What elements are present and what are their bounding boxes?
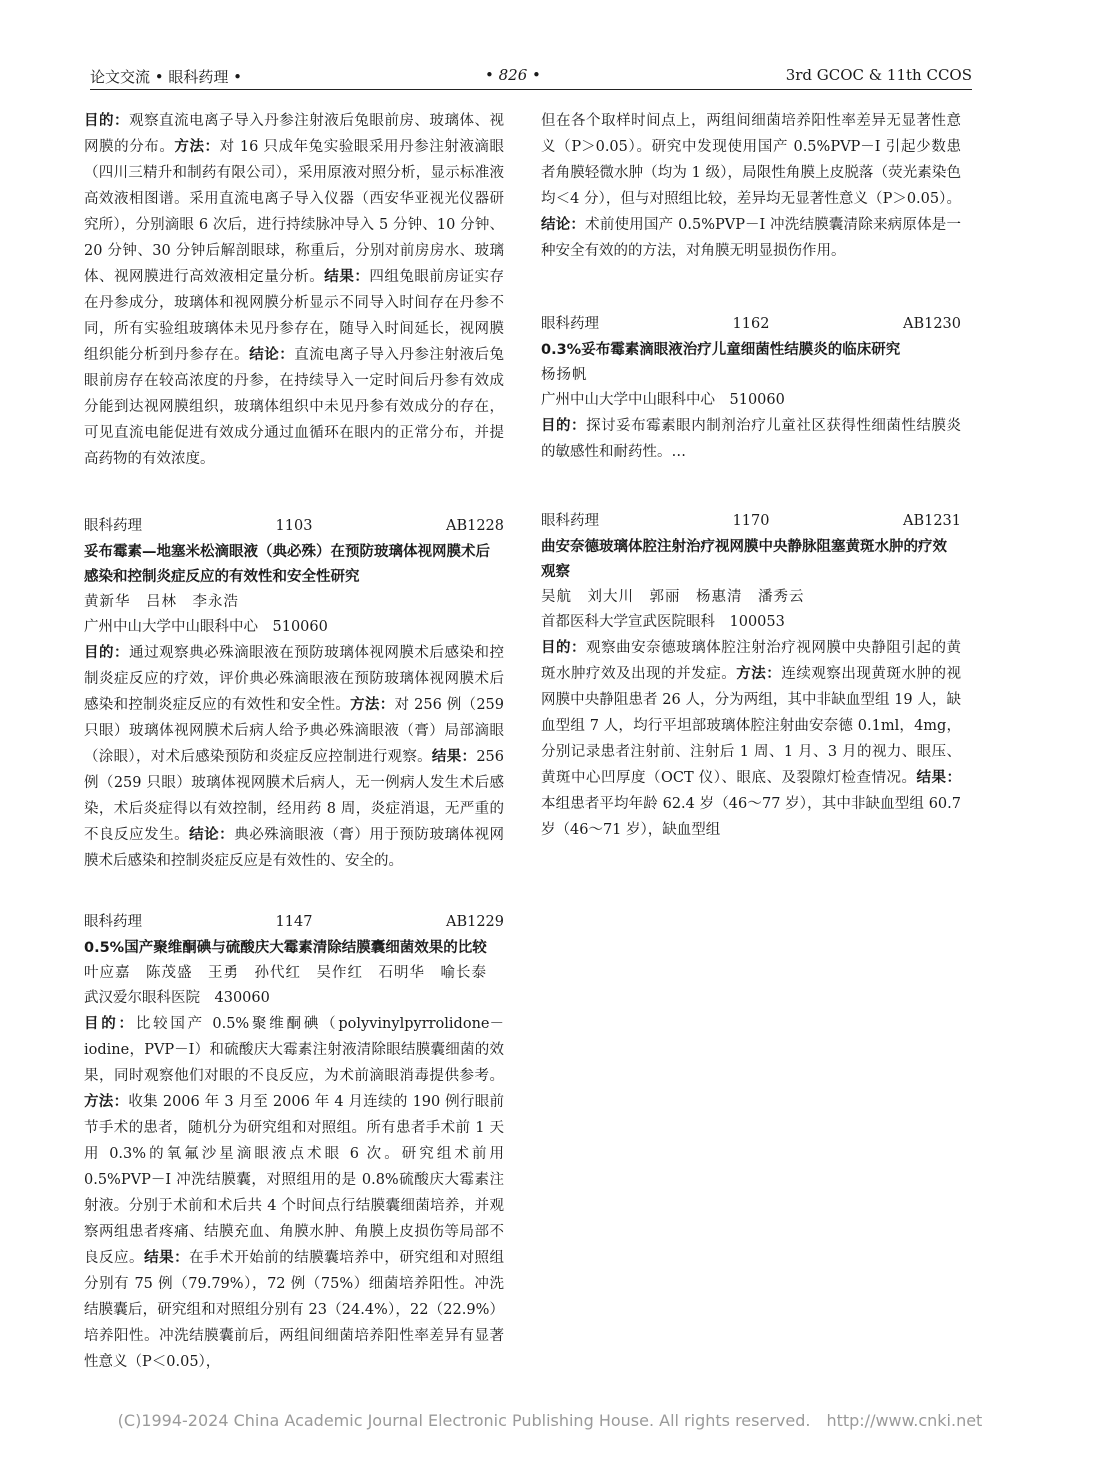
continued-abstract xyxy=(84,108,504,472)
section-keyword: 目的： xyxy=(84,1016,136,1032)
header-conference-label: 3rd GCOC & 11th CCOS xyxy=(785,66,972,84)
abstract-number: 1170 xyxy=(732,513,770,529)
abstract-ab1231 xyxy=(541,509,961,843)
header-rule xyxy=(90,89,972,90)
section-keyword: 结果： xyxy=(144,1250,190,1266)
section-keyword: 目的： xyxy=(541,640,587,656)
abstract-title: 0.3%妥布霉素滴眼液治疗儿童细菌性结膜炎的临床研究 xyxy=(541,342,901,358)
abstract-meta xyxy=(84,910,504,934)
abstract-code: AB1230 xyxy=(902,316,961,332)
running-header xyxy=(90,62,972,90)
header-page-number: • 826 • xyxy=(485,66,541,84)
abstract-code: AB1231 xyxy=(902,513,961,529)
abstract-title: 妥布霉素—地塞米松滴眼液（典必殊）在预防玻璃体视网膜术后感染和控制炎症反应的有效性和安全性研究 xyxy=(84,544,490,585)
abstract-body: 目的：比较国产 0.5%聚维酮碘（polyvinylpyrrolidone－iodine，PVP－I）和硫酸庆大霉素注射液清除眼结膜囊细菌的效果，同时观察他们对眼的不良反应，为术前滴眼消毒提供参考。方法：收集 2006 年 3 月至 2006 年 4 月连续的 190 例行眼前节手术的患者，随机分为研究组和对照组。所有患者手术前 1 天用 0.3%的氧氟沙星滴眼液点术眼 6 次。研究组术前用 0.5%PVP－I 冲洗结膜囊，对照组用的是 0.8%硫酸庆大霉素注射液。分别于术前和术后共 4 个时间点行结膜囊细菌培养，并观察两组患者疼痛、结膜充血、角膜水肿、角膜上皮损伤等局部不良反应。结果：在手术开始前的结膜囊培养中，研究组和对照组分别有 75 例（79.79%），72 例（75%）细菌培养阳性。冲洗结膜囊后，研究组和对照组分别有 23（24.4%），22（22.9%）培养阳性。冲洗结膜囊前后，两组间细菌培养阳性率差异有显著性意义（P＜0.05）， xyxy=(84,1016,505,1370)
abstract-meta xyxy=(84,514,504,538)
abstract-authors: 吴航 刘大川 郭丽 杨惠清 潘秀云 xyxy=(541,589,805,605)
abstract-ab1228 xyxy=(84,514,504,874)
abstract-ab1230 xyxy=(541,312,961,465)
abstract-affiliation: 广州中山大学中山眼科中心 510060 xyxy=(84,619,328,635)
abstract-category: 眼科药理 xyxy=(84,914,142,930)
abstract-body: 但在各个取样时间点上，两组间细菌培养阳性率差异无显著性意义（P＞0.05）。研究中发现使用国产 0.5%PVP－I 引起少数患者角膜轻微水肿（均为 1 级），局限性角膜上皮脱落（荧光素染色均＜4 分），但与对照组比较，差异均无显著性意义（P＞0.05）。结论：术前使用国产 0.5%PVP－I 冲洗结膜囊清除来病原体是一种安全有效的的方法，对角膜无明显损伤作用。 xyxy=(541,113,961,259)
right-column xyxy=(541,108,961,879)
abstract-body: 目的：观察曲安奈德玻璃体腔注射治疗视网膜中央静阻引起的黄斑水肿疗效及出现的并发症。方法：连续观察出现黄斑水肿的视网膜中央静阻患者 26 人，分为两组，其中非缺血型组 19 人，缺血型组 7 人，均行平坦部玻璃体腔注射曲安奈德 0.1ml，4mg，分别记录患者注射前、注射后 1 周、1 月、3 月的视力、眼压、黄斑中心凹厚度（OCT 仪）、眼底、及裂隙灯检查情况。结果：本组患者平均年龄 62.4 岁（46～77 岁），其中非缺血型组 60.7 岁（46～71 岁），缺血型组 xyxy=(541,640,962,838)
abstract-body: 目的：通过观察典必殊滴眼液在预防玻璃体视网膜术后感染和控制炎症反应的疗效，评价典必殊滴眼液在预防玻璃体视网膜术后感染和控制炎症反应的有效性和安全性。方法：对 256 例（259 只眼）玻璃体视网膜术后病人给予典必殊滴眼液（膏）局部滴眼（涂眼），对术后感染预防和炎症反应控制进行观察。结果：256 例（259 只眼）玻璃体视网膜术后病人，无一例病人发生术后感染，术后炎症得以有效控制，经用药 8 周，炎症消退，无严重的不良反应发生。结论：典必殊滴眼液（膏）用于预防玻璃体视网膜术后感染和控制炎症反应是有效性的、安全的。 xyxy=(84,645,505,869)
section-keyword: 目的： xyxy=(84,645,130,661)
section-keyword: 结论： xyxy=(541,217,586,233)
abstract-category: 眼科药理 xyxy=(84,518,142,534)
abstract-title: 0.5%国产聚维酮碘与硫酸庆大霉素清除结膜囊细菌效果的比较 xyxy=(84,940,487,956)
abstract-number: 1147 xyxy=(275,914,313,930)
copyright-footer: (C)1994-2024 China Academic Journal Electronic Publishing House. All rights reserved. http://www.cnki.net xyxy=(117,1411,983,1430)
abstract-code: AB1228 xyxy=(445,518,504,534)
section-keyword: 结果： xyxy=(324,269,370,285)
section-keyword: 方法： xyxy=(174,139,220,155)
abstract-number: 1162 xyxy=(732,316,770,332)
abstract-meta xyxy=(541,312,961,336)
abstract-code: AB1229 xyxy=(445,914,504,930)
header-section-label: 论文交流 • 眼科药理 • xyxy=(90,68,243,86)
abstract-category: 眼科药理 xyxy=(541,316,599,332)
abstract-affiliation: 武汉爱尔眼科医院 430060 xyxy=(84,990,270,1006)
section-keyword: 方法： xyxy=(350,697,395,713)
abstract-body: 目的：探讨妥布霉素眼内制剂治疗儿童社区获得性细菌性结膜炎的敏感性和耐药性。… xyxy=(541,418,962,460)
section-keyword: 目的： xyxy=(84,113,130,129)
abstract-title: 曲安奈德玻璃体腔注射治疗视网膜中央静脉阻塞黄斑水肿的疗效观察 xyxy=(541,539,947,580)
left-column xyxy=(84,108,504,1411)
abstract-affiliation: 广州中山大学中山眼科中心 510060 xyxy=(541,392,785,408)
section-keyword: 结果： xyxy=(916,770,961,786)
continued-abstract xyxy=(541,108,961,264)
abstract-authors: 叶应嘉 陈茂盛 王勇 孙代红 吴作红 石明华 喻长泰 xyxy=(84,965,487,981)
abstract-number: 1103 xyxy=(275,518,313,534)
abstract-meta xyxy=(541,509,961,533)
section-keyword: 方法： xyxy=(736,666,782,682)
abstract-authors: 杨扬帆 xyxy=(541,367,588,383)
section-keyword: 结论： xyxy=(249,347,295,363)
abstract-category: 眼科药理 xyxy=(541,513,599,529)
abstract-ab1229 xyxy=(84,910,504,1375)
abstract-authors: 黄新华 吕林 李永浩 xyxy=(84,594,239,610)
section-keyword: 结果： xyxy=(431,749,477,765)
abstract-affiliation: 首都医科大学宣武医院眼科 100053 xyxy=(541,614,785,630)
section-keyword: 结论： xyxy=(189,827,235,843)
abstract-body: 目的：观察直流电离子导入丹参注射液后兔眼前房、玻璃体、视网膜的分布。方法：对 16 只成年兔实验眼采用丹参注射液滴眼（四川三精升和制药有限公司），采用原液对照分析，显示标准液高效液相图谱。采用直流电离子导入仪器（西安华亚视光仪器研究所），分别滴眼 6 次后，进行持续脉冲导入 5 分钟、10 分钟、20 分钟、30 分钟后解剖眼球，称重后，分别对前房房水、玻璃体、视网膜进行高效液相定量分析。结果：四组兔眼前房证实存在丹参成分，玻璃体和视网膜分析显示不同导入时间存在丹参不同，所有实验组玻璃体未见丹参存在，随导入时间延长，视网膜组织能分析到丹参存在。结论：直流电离子导入丹参注射液后兔眼前房存在较高浓度的丹参，在持续导入一定时间后丹参有效成分能到达视网膜组织，玻璃体组织中未见丹参有效成分的存在，可见直流电能促进有效成分通过血循环在眼内的正常分布，并提高药物的有效浓度。 xyxy=(84,113,505,467)
section-keyword: 目的： xyxy=(541,418,587,434)
section-keyword: 方法： xyxy=(84,1094,129,1110)
